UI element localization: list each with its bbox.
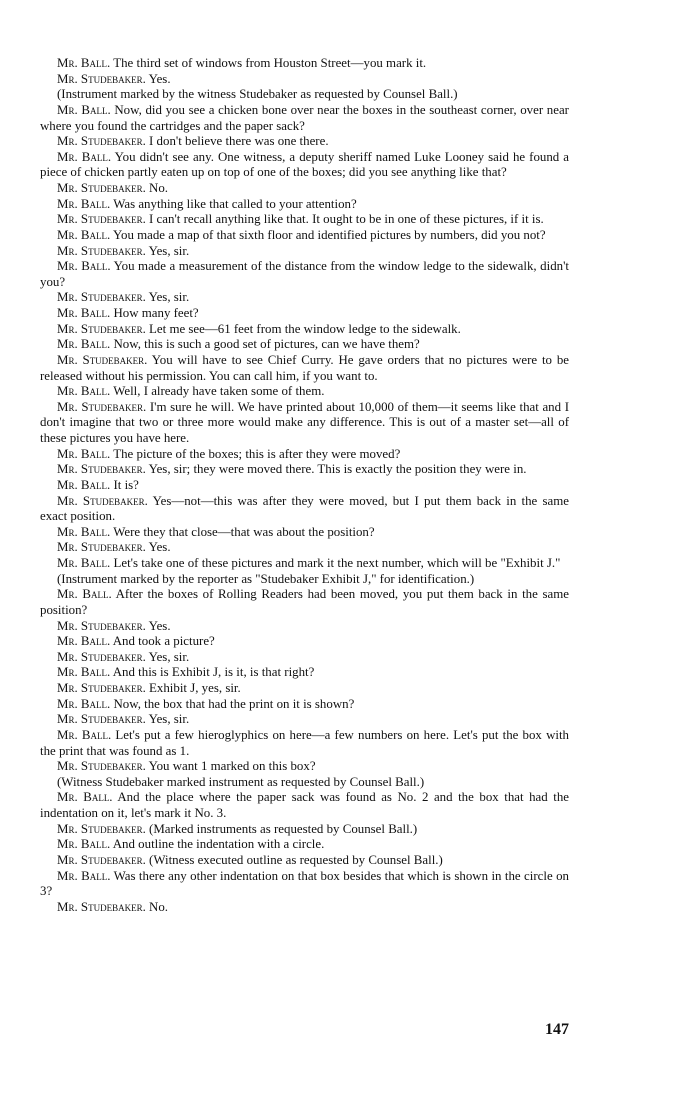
paragraph-text: I don't believe there was one there. bbox=[149, 134, 329, 149]
paragraph-text: Yes. bbox=[148, 540, 171, 555]
paragraph-text: The picture of the boxes; this is after they were moved? bbox=[113, 446, 401, 461]
paragraph-text: You will have to see Chief Curry. He gave orders that no pictures were to be released without his permission. You can call him, if you want to. bbox=[40, 352, 569, 383]
speaker-name: Mr. Studebaker. bbox=[57, 649, 146, 664]
transcript-paragraph bbox=[40, 619, 569, 635]
speaker-name: Mr. Ball. bbox=[57, 727, 112, 742]
paragraph-text: Yes, sir. bbox=[148, 243, 190, 258]
paragraph-text: (Instrument marked by the witness Studebaker as requested by Counsel Ball.) bbox=[57, 87, 458, 102]
paragraph-text: You made a measurement of the distance from the window ledge to the sidewalk, didn't you? bbox=[40, 259, 569, 289]
speaker-name: Mr. Ball. bbox=[57, 306, 111, 320]
paragraph-text: Were they that close—that was about the position? bbox=[113, 524, 375, 539]
transcript-paragraph bbox=[40, 181, 569, 197]
speaker-name: Mr. Ball. bbox=[57, 790, 113, 805]
transcript-paragraph bbox=[40, 665, 569, 681]
paragraph-text: No. bbox=[149, 899, 169, 914]
paragraph-text: Now, did you see a chicken bone over near the boxes in the southeast corner, over near where you found the cartridges and the paper sack? bbox=[40, 102, 569, 133]
paragraph-text: I can't recall anything like that. It ought to be in one of these pictures, if it is. bbox=[149, 212, 544, 227]
transcript-paragraph bbox=[40, 634, 569, 650]
transcript-paragraph bbox=[40, 900, 569, 916]
paragraph-text: Was there any other indentation on that box besides that which is shown in the circle on 3? bbox=[40, 868, 569, 899]
speaker-name: Mr. Studebaker. bbox=[57, 493, 148, 508]
paragraph-text: The third set of windows from Houston Street—you mark it. bbox=[113, 56, 427, 70]
speaker-name: Mr. Ball. bbox=[57, 259, 111, 274]
speaker-name: Mr. Ball. bbox=[57, 524, 111, 539]
speaker-name: Mr. Ball. bbox=[57, 384, 111, 399]
transcript-paragraph bbox=[40, 494, 569, 525]
transcript-paragraph bbox=[40, 728, 569, 759]
transcript-paragraph bbox=[40, 337, 569, 353]
paragraph-text: Yes. bbox=[148, 618, 171, 633]
transcript-paragraph bbox=[40, 103, 569, 134]
transcript-paragraph bbox=[40, 87, 569, 103]
speaker-name: Mr. Ball. bbox=[57, 665, 111, 680]
paragraph-text: Well, I already have taken some of them. bbox=[113, 384, 325, 399]
paragraph-text: You made a map of that sixth floor and identified pictures by numbers, did you not? bbox=[112, 227, 546, 242]
transcript-paragraph bbox=[40, 306, 569, 322]
paragraph-text: And this is Exhibit J, is it, is that right? bbox=[112, 665, 315, 680]
speaker-name: Mr. Ball. bbox=[57, 868, 111, 883]
transcript-paragraph bbox=[40, 353, 569, 384]
transcript-paragraph bbox=[40, 775, 569, 791]
transcript-paragraph bbox=[40, 72, 569, 88]
transcript-paragraph bbox=[40, 697, 569, 713]
paragraph-text: Was anything like that called to your attention? bbox=[113, 196, 357, 211]
speaker-name: Mr. Ball. bbox=[57, 102, 111, 117]
paragraph-text: (Witness Studebaker marked instrument as requested by Counsel Ball.) bbox=[57, 774, 425, 789]
paragraph-text: Yes, sir. bbox=[148, 290, 190, 305]
transcript-paragraph bbox=[40, 244, 569, 260]
speaker-name: Mr. Ball. bbox=[57, 227, 111, 242]
paragraph-text: You want 1 marked on this box? bbox=[148, 759, 316, 774]
paragraph-text: (Instrument marked by the reporter as "Studebaker Exhibit J," for identification.) bbox=[57, 571, 475, 586]
speaker-name: Mr. Studebaker. bbox=[57, 759, 146, 774]
speaker-name: Mr. Studebaker. bbox=[57, 181, 146, 195]
paragraph-text: And outline the indentation with a circle. bbox=[112, 837, 325, 852]
speaker-name: Mr. Ball. bbox=[57, 696, 111, 711]
paragraph-text: I'm sure he will. We have printed about 10,000 of them—it seems like that and I don't imagine that two or three more would make any difference. This is out of a master set—all of these pictures you have here. bbox=[40, 399, 569, 445]
speaker-name: Mr. Studebaker. bbox=[57, 712, 146, 727]
transcript-paragraph bbox=[40, 384, 569, 400]
speaker-name: Mr. Studebaker. bbox=[57, 243, 146, 258]
speaker-name: Mr. Studebaker. bbox=[57, 821, 146, 836]
transcript-paragraph bbox=[40, 853, 569, 869]
speaker-name: Mr. Studebaker. bbox=[57, 71, 146, 86]
paragraph-text: Now, the box that had the print on it is shown? bbox=[113, 696, 355, 711]
paragraph-text: No. bbox=[149, 181, 169, 195]
speaker-name: Mr. Studebaker. bbox=[57, 212, 146, 227]
paragraph-text: (Marked instruments as requested by Counsel Ball.) bbox=[149, 821, 418, 836]
transcript-paragraph bbox=[40, 259, 569, 290]
speaker-name: Mr. Studebaker. bbox=[57, 852, 146, 867]
transcript-paragraph bbox=[40, 869, 569, 900]
transcript-paragraph bbox=[40, 822, 569, 838]
transcript-paragraph bbox=[40, 447, 569, 463]
speaker-name: Mr. Ball. bbox=[57, 149, 112, 164]
transcript-paragraph bbox=[40, 462, 569, 478]
transcript-paragraph bbox=[40, 790, 569, 821]
paragraph-text: Yes, sir. bbox=[148, 649, 190, 664]
transcript-paragraph bbox=[40, 134, 569, 150]
transcript-paragraph bbox=[40, 228, 569, 244]
speaker-name: Mr. Ball. bbox=[57, 634, 111, 649]
transcript-paragraph bbox=[40, 837, 569, 853]
page-number: 147 bbox=[545, 1021, 569, 1038]
transcript-body bbox=[40, 56, 569, 915]
paragraph-text: Yes. bbox=[148, 71, 171, 86]
transcript-paragraph bbox=[40, 572, 569, 588]
speaker-name: Mr. Ball. bbox=[57, 477, 111, 492]
transcript-paragraph bbox=[40, 587, 569, 618]
paragraph-text: Let's put a few hieroglyphics on here—a few numbers on here. Let's put the box with the print that was found as 1. bbox=[40, 727, 569, 758]
speaker-name: Mr. Studebaker. bbox=[57, 462, 146, 477]
transcript-paragraph bbox=[40, 650, 569, 666]
paragraph-text: After the boxes of Rolling Readers had been moved, you put them back in the same position? bbox=[40, 587, 569, 617]
transcript-paragraph bbox=[40, 556, 569, 572]
paragraph-text: Yes, sir. bbox=[148, 712, 190, 727]
transcript-paragraph bbox=[40, 212, 569, 228]
speaker-name: Mr. Ball. bbox=[57, 446, 111, 461]
paragraph-text: And took a picture? bbox=[112, 634, 215, 649]
transcript-paragraph bbox=[40, 478, 569, 494]
speaker-name: Mr. Studebaker. bbox=[57, 618, 146, 633]
paragraph-text: Yes, sir; they were moved there. This is exactly the position they were in. bbox=[148, 462, 527, 477]
speaker-name: Mr. Ball. bbox=[57, 837, 111, 852]
transcript-paragraph bbox=[40, 150, 569, 181]
transcript-paragraph bbox=[40, 681, 569, 697]
transcript-paragraph bbox=[40, 540, 569, 556]
transcript-paragraph bbox=[40, 197, 569, 213]
transcript-paragraph bbox=[40, 56, 569, 72]
speaker-name: Mr. Studebaker. bbox=[57, 899, 146, 914]
transcript-paragraph bbox=[40, 712, 569, 728]
speaker-name: Mr. Studebaker. bbox=[57, 290, 146, 305]
speaker-name: Mr. Studebaker. bbox=[57, 321, 146, 336]
speaker-name: Mr. Studebaker. bbox=[57, 399, 147, 414]
speaker-name: Mr. Ball. bbox=[57, 56, 111, 70]
paragraph-text: It is? bbox=[113, 477, 139, 492]
transcript-paragraph bbox=[40, 322, 569, 338]
speaker-name: Mr. Ball. bbox=[57, 196, 111, 211]
speaker-name: Mr. Ball. bbox=[57, 587, 112, 602]
speaker-name: Mr. Ball. bbox=[57, 556, 111, 570]
paragraph-text: (Witness executed outline as requested by Counsel Ball.) bbox=[149, 852, 443, 867]
transcript-paragraph bbox=[40, 400, 569, 447]
paragraph-text: Yes—not—this was after they were moved, but I put them back in the same exact position. bbox=[40, 493, 569, 524]
paragraph-text: Let's take one of these pictures and mark it the next number, which will be "Exhibit J." bbox=[113, 556, 561, 570]
transcript-paragraph bbox=[40, 290, 569, 306]
paragraph-text: How many feet? bbox=[113, 306, 199, 320]
transcript-paragraph bbox=[40, 759, 569, 775]
speaker-name: Mr. Studebaker. bbox=[57, 352, 148, 367]
paragraph-text: Let me see—61 feet from the window ledge to the sidewalk. bbox=[149, 321, 461, 336]
paragraph-text: Now, this is such a good set of pictures, can we have them? bbox=[113, 337, 420, 352]
paragraph-text: You didn't see any. One witness, a deputy sheriff named Luke Looney said he found a piece of chicken partly eaten up on top of one of the boxes; did you see anything like that? bbox=[40, 149, 569, 180]
speaker-name: Mr. Studebaker. bbox=[57, 134, 146, 149]
paragraph-text: Exhibit J, yes, sir. bbox=[149, 681, 241, 695]
transcript-paragraph bbox=[40, 525, 569, 541]
speaker-name: Mr. Studebaker. bbox=[57, 540, 146, 555]
speaker-name: Mr. Ball. bbox=[57, 337, 111, 352]
speaker-name: Mr. Studebaker. bbox=[57, 681, 146, 695]
paragraph-text: And the place where the paper sack was found as No. 2 and the box that had the indentation on it, let's mark it No. 3. bbox=[40, 790, 569, 820]
